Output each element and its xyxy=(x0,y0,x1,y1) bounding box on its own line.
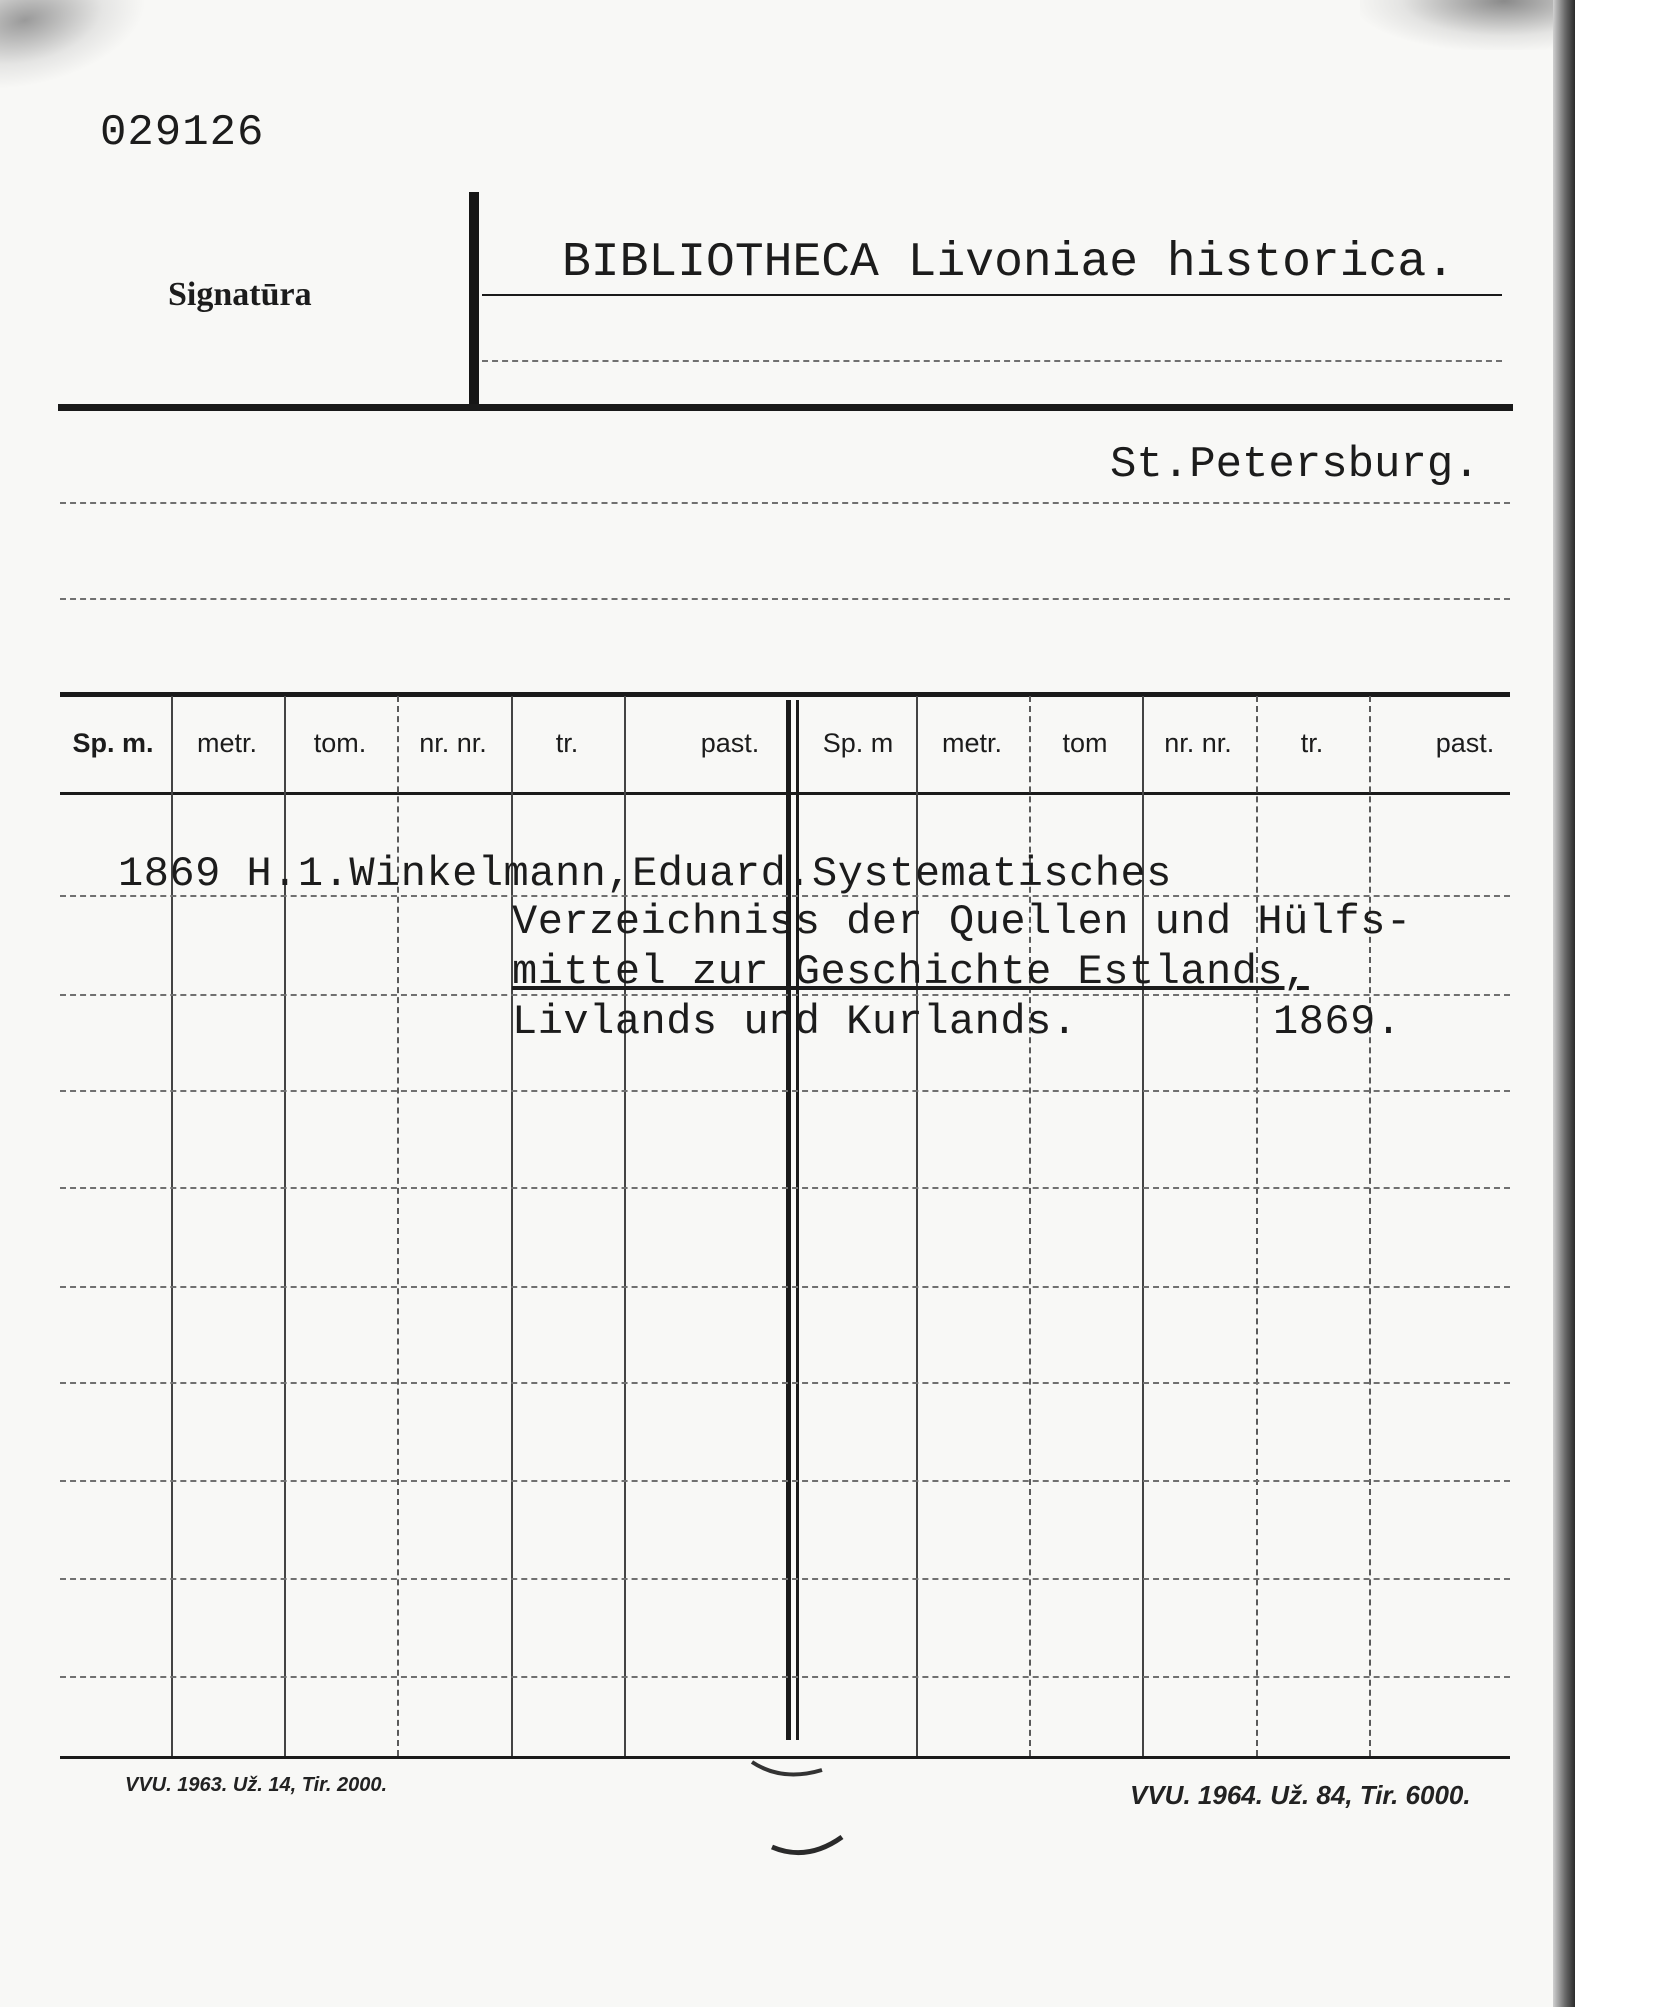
column-header-tr-right: tr. xyxy=(1300,728,1324,758)
row-line xyxy=(60,1382,1510,1384)
column-header-past-right: past. xyxy=(1435,728,1495,758)
printer-note-left: VVU. 1963. Už. 14, Tir. 2000. xyxy=(125,1774,388,1796)
ink-mark xyxy=(742,1752,862,1882)
scan-edge-shadow xyxy=(1553,0,1575,2007)
column-header-tom-right: tom xyxy=(1062,728,1108,758)
entry-line-2: Verzeichniss der Quellen und Hülfs- xyxy=(512,898,1412,946)
column-header-tr-left: tr. xyxy=(555,728,579,758)
row-line xyxy=(60,1286,1510,1288)
header-thick-rule xyxy=(58,404,1513,411)
column-header-past-left: past. xyxy=(700,728,760,758)
title-second-line xyxy=(482,360,1502,362)
entry-line-4: Livlands und Kurlands. xyxy=(512,998,1078,1046)
printer-note-right: VVU. 1964. Už. 84, Tir. 6000. xyxy=(1130,1780,1471,1810)
column-header-sp-m-left: Sp. m. xyxy=(72,728,154,758)
column-header-tom-left: tom. xyxy=(313,728,367,758)
column-divider xyxy=(1369,696,1371,1756)
place-text: St.Petersburg. xyxy=(1110,440,1480,490)
entry-year: 1869. xyxy=(1273,998,1402,1046)
corner-stain xyxy=(0,0,159,99)
row-line xyxy=(60,1676,1510,1678)
column-header-nr-left: nr. nr. xyxy=(419,728,487,758)
signatura-label: Signatūra xyxy=(168,276,312,313)
signatura-divider xyxy=(469,192,479,404)
row-line xyxy=(60,1480,1510,1482)
edge-stain xyxy=(1360,0,1575,50)
place-line-1 xyxy=(60,502,1510,504)
place-line-2 xyxy=(60,598,1510,600)
entry-line-3: mittel zur Geschichte Estlands, xyxy=(512,948,1309,996)
column-header-nr-right: nr. nr. xyxy=(1164,728,1232,758)
column-header-metr-left: metr. xyxy=(196,728,257,758)
column-divider xyxy=(1256,696,1258,1756)
row-line xyxy=(60,1578,1510,1580)
column-header-sp-m-right: Sp. m xyxy=(822,728,894,758)
entry-line-1: 1869 H.1.Winkelmann,Eduard.Systematisches xyxy=(118,850,1172,898)
table-top-rule xyxy=(60,692,1510,697)
title-text: BIBLIOTHECA Livoniae historica. xyxy=(562,236,1455,290)
row-line xyxy=(60,1187,1510,1189)
column-header-metr-right: metr. xyxy=(941,728,1002,758)
row-line xyxy=(60,1090,1510,1092)
table-header-rule xyxy=(60,792,1510,795)
title-underline xyxy=(482,294,1502,296)
inventory-number: 029126 xyxy=(100,108,265,158)
